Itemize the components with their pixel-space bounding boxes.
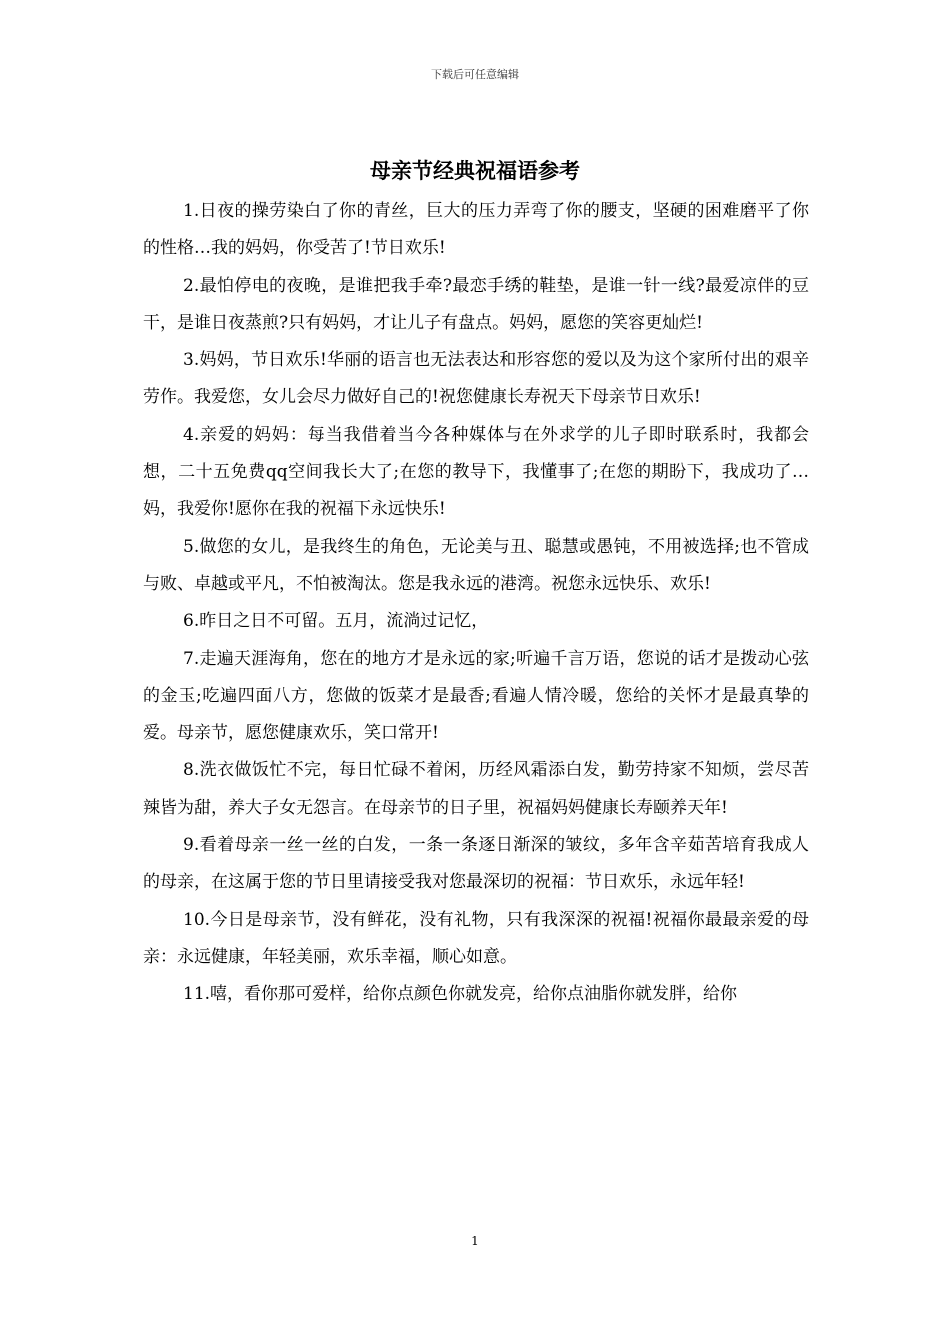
paragraph-11: 11.嘻，看你那可爱样，给你点颜色你就发亮，给你点油脂你就发胖，给你 <box>183 984 738 1005</box>
paragraph-3: 3.妈妈，节日欢乐!华丽的语言也无法表达和形容您的爱以及为这个家所付出的艰辛劳作。我爱您，女儿会尽力做好自己的!祝您健康长寿祝天下母亲节日欢乐! <box>143 350 809 408</box>
paragraph-8: 8.洗衣做饭忙不完，每日忙碌不着闲，历经风霜添白发，勤劳持家不知烦，尝尽苦辣皆为甜，养大子女无怨言。在母亲节的日子里，祝福妈妈健康长寿颐养天年! <box>143 760 809 818</box>
paragraph-10: 10.今日是母亲节，没有鲜花，没有礼物，只有我深深的祝福!祝福你最最亲爱的母亲：永远健康，年轻美丽，欢乐幸福，顺心如意。 <box>143 909 809 967</box>
paragraph-6: 6.昨日之日不可留。五月，流淌过记忆， <box>183 611 489 632</box>
paragraph-1: 1.日夜的操劳染白了你的青丝，巨大的压力弄弯了你的腰支，坚硬的困难磨平了你的性格…我的妈妈，你受苦了!节日欢乐! <box>143 201 809 259</box>
paragraph-7: 7.走遍天涯海角，您在的地方才是永远的家;听遍千言万语，您说的话才是拨动心弦的金玉;吃遍四面八方，您做的饭菜才是最香;看遍人情冷暖，您给的关怀才是最真挚的爱。母亲节，愿您健康欢乐，笑口常开! <box>143 648 809 744</box>
paragraph-4: 4.亲爱的妈妈：每当我借着当今各种媒体与在外求学的儿子即时联系时，我都会想，二十五免费qq空间我长大了;在您的教导下，我懂事了;在您的期盼下，我成功了…妈，我爱你!愿你在我的祝福下永远快乐! <box>143 424 809 520</box>
document-title: 母亲节经典祝福语参考 <box>370 158 580 183</box>
page-number: 1 <box>471 1234 479 1248</box>
paragraph-9: 9.看着母亲一丝一丝的白发，一条一条逐日渐深的皱纹，多年含辛茹苦培育我成人的母亲，在这属于您的节日里请接受我对您最深切的祝福：节日欢乐，永远年轻! <box>143 835 809 893</box>
page-header: 下载后可任意编辑 <box>431 68 519 81</box>
paragraph-5: 5.做您的女儿，是我终生的角色，无论美与丑、聪慧或愚钝，不用被选择;也不管成与败、卓越或平凡，不怕被淘汰。您是我永远的港湾。祝您永远快乐、欢乐! <box>143 536 809 594</box>
document-body <box>143 193 809 1014</box>
paragraph-2: 2.最怕停电的夜晚，是谁把我手牵?最恋手绣的鞋垫，是谁一针一线?最爱凉伴的豆干，是谁日夜蒸煎?只有妈妈，才让儿子有盘点。妈妈，愿您的笑容更灿烂! <box>143 275 809 333</box>
